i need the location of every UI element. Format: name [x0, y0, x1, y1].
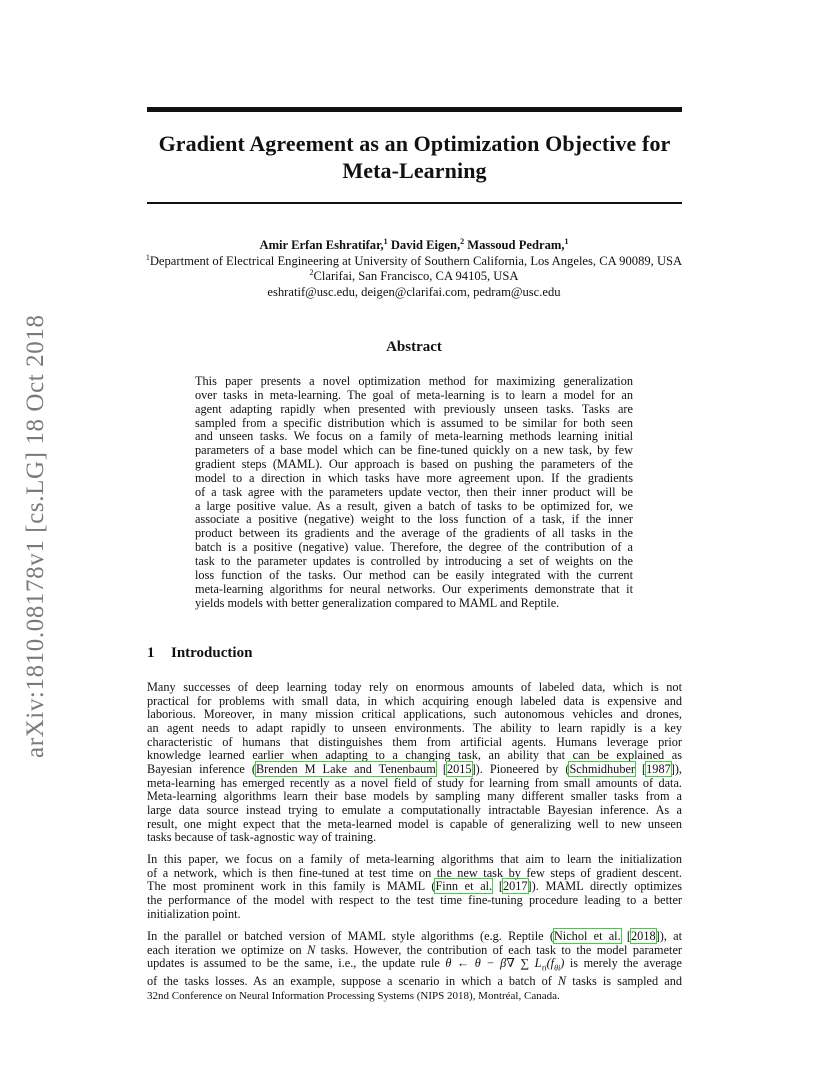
title-top-rule — [147, 107, 682, 112]
author-block — [120, 238, 708, 300]
paragraph-line: knowledge learned earlier when adapting to a changing task, an ability that can be explained as — [147, 748, 682, 763]
paragraph-line: initialization point. — [147, 906, 241, 921]
text-run: is merely the average — [564, 956, 683, 971]
text-run: ]), at — [655, 929, 682, 943]
text-run: The most prominent work in this family is MAML ( — [147, 879, 436, 894]
arxiv-identifier-stamp: arXiv:1810.08178v1 [cs.LG] 18 Oct 2018 — [22, 314, 49, 758]
paragraph-line: tasks because of task-agnostic way of training. — [147, 830, 377, 845]
section-title: Introduction — [171, 645, 253, 661]
paragraph-line: an agent needs to adapt rapidly to unseen environments. The ability to learn rapidly is a key — [147, 720, 682, 735]
paragraph-line — [147, 944, 682, 958]
section-heading — [147, 645, 252, 662]
text-run: [ — [635, 761, 647, 776]
paragraph-line: Many successes of deep learning today rely on enormous amounts of labeled data, which is not — [147, 680, 682, 694]
math-subscript: θi — [554, 963, 561, 973]
math-symbol: ) — [560, 956, 565, 971]
paragraph-line: large data source instead trying to emulate a computationally intractable Bayesian inference. As a — [147, 802, 682, 817]
abstract-line: associate a positive (negative) weight to the loss function of a task, if the inner — [195, 512, 633, 527]
paper-title — [140, 130, 689, 184]
affiliation-line — [120, 254, 708, 270]
title-bottom-rule — [147, 202, 682, 204]
section-number: 1 — [147, 645, 155, 661]
paragraph-line: laborious. Moreover, in many mission critical applications, such autonomous vehicles and drones, — [147, 707, 682, 722]
abstract-line: agent adapting rapidly when presented with previously unseen tasks. Tasks are — [195, 401, 633, 416]
paragraph-line — [147, 763, 682, 777]
citation-link-lake-year[interactable]: 2015 — [446, 761, 472, 776]
text-run: tasks. However, the contribution of each task to the model parameter — [315, 942, 682, 957]
citation-link-finn[interactable]: Finn et al. — [435, 879, 493, 894]
text-run: tasks is sampled and — [566, 974, 682, 989]
affiliation-text: Clarifai, San Francisco, CA 94105, USA — [313, 269, 519, 283]
text-run: ]). Pioneered by ( — [471, 761, 570, 776]
math-symbol: N — [557, 974, 567, 989]
paragraph-line — [147, 957, 682, 975]
abstract-line: meta-learning algorithms for neural networks. Our experiments demonstrate that it — [195, 581, 633, 596]
author-name: Amir Erfan Eshratifar, — [259, 238, 384, 252]
paragraph-line — [147, 975, 682, 989]
paragraph-line: result, one might expect that the meta-learned model is capable of generalizing well to new unseen — [147, 816, 682, 831]
abstract-line: model to a direction in which tasks have more agreement upon. If the gradients — [195, 470, 633, 485]
author-name: Massoud Pedram, — [467, 238, 565, 252]
conference-footnote: 32nd Conference on Neural Information Processing Systems (NIPS 2018), Montréal, Canada. — [147, 990, 560, 1002]
abstract-line: of a task agree with the parameters update vector, then their inner product will be — [195, 484, 633, 499]
text-run: [ — [620, 929, 632, 943]
text-run: of the tasks losses. As an example, suppose a scenario in which a batch of — [147, 974, 558, 989]
text-run: updates is assumed to be the same, i.e., the update rule — [147, 956, 446, 971]
citation-link-nichol-year[interactable]: 2018 — [631, 929, 656, 943]
paragraph-line: meta-learning has emerged recently as a novel field of study for learning from small amounts of data. — [147, 775, 682, 790]
affiliation-line — [120, 269, 708, 285]
affiliation-text: Department of Electrical Engineering at University of Southern California, Los Angeles, CA 90089, USA — [149, 253, 683, 268]
math-subscript: τi — [541, 963, 547, 973]
abstract-line: yields models with better generalization compared to MAML and Reptile. — [195, 595, 560, 610]
abstract-line: and unseen tasks. We focus on a family of meta-learning methods learning initial — [195, 429, 633, 444]
paragraph-line: In this paper, we focus on a family of meta-learning algorithms that aim to learn the initialization — [147, 852, 682, 866]
text-run: ]), — [670, 761, 682, 776]
author-names — [120, 238, 708, 254]
paragraph-line: of a network, which is then fine-tuned at test time on the new task by few steps of gradient descent. — [147, 865, 682, 880]
paragraph-line: Meta-learning algorithms learn their base models by sampling many different smaller tasks from a — [147, 789, 682, 804]
abstract-heading: Abstract — [386, 339, 442, 355]
intro-paragraph-3 — [147, 930, 682, 989]
text-run: each iteration we optimize on — [147, 942, 308, 957]
text-run: In the parallel or batched version of MAML style algorithms (e.g. Reptile ( — [147, 929, 554, 943]
title-line: Meta-Learning — [342, 158, 487, 183]
text-run: [ — [492, 879, 503, 894]
abstract-line: parameters of a base model which can be fine-tuned quickly on a new task, by few — [195, 443, 633, 458]
paragraph-line: characteristic of humans that distinguishes them from artificial agents. Humans leverage prior — [147, 734, 682, 749]
citation-link-nichol[interactable]: Nichol et al. — [553, 929, 621, 943]
author-emails: eshratif@usc.edu, deigen@clarifai.com, pedram@usc.edu — [267, 284, 561, 299]
abstract-line: This paper presents a novel optimization method for maximizing generalization — [195, 374, 633, 388]
citation-link-schmidhuber[interactable]: Schmidhuber — [569, 761, 636, 776]
text-run: Bayesian inference ( — [147, 761, 256, 776]
abstract-body — [195, 375, 633, 610]
text-run: ]). MAML directly optimizes — [527, 879, 683, 894]
paragraph-line: the performance of the model with respect to the test time fine-tuning procedure leading to a better — [147, 892, 682, 907]
affiliation-mark: 1 — [564, 237, 569, 246]
abstract-line: sampled from a specific distribution which is assumed to be similar for both seen — [195, 415, 633, 430]
affiliation-mark: 1 — [383, 237, 388, 246]
intro-paragraph-2 — [147, 853, 682, 921]
affiliation-mark: 2 — [309, 268, 314, 277]
abstract-line: batch is a positive (negative) value. Therefore, the degree of the contribution of a — [195, 540, 633, 555]
abstract-line: gradient steps (MAML). Our approach is based on pushing the parameters of the — [195, 457, 633, 472]
citation-link-finn-year[interactable]: 2017 — [502, 879, 528, 894]
math-symbol: (f — [546, 956, 555, 971]
citation-link-schmidhuber-year[interactable]: 1987 — [646, 761, 671, 776]
math-symbol: N — [307, 942, 316, 957]
math-symbol: θ ← θ − β∇ ∑ L — [445, 956, 542, 971]
affiliation-mark: 1 — [145, 252, 150, 262]
citation-link-lake[interactable]: Brenden M Lake and Tenenbaum — [255, 761, 436, 776]
abstract-line: a large positive value. As a result, given a batch of tasks to be optimized for, we — [195, 498, 633, 513]
abstract-line: loss function of the tasks. Our method can be easily integrated with the current — [195, 567, 633, 582]
intro-paragraph-1 — [147, 681, 682, 845]
author-name: David Eigen, — [390, 238, 461, 252]
abstract-line: over tasks in meta-learning. The goal of meta-learning is to learn a model for an — [195, 387, 633, 402]
text-run: [ — [435, 761, 447, 776]
affiliation-mark: 2 — [460, 237, 465, 246]
abstract-line: product between its gradients and the average of the gradients of all tasks in the — [195, 526, 633, 541]
title-line: Gradient Agreement as an Optimization Objective for — [158, 131, 671, 156]
paragraph-line — [147, 930, 682, 944]
paragraph-line: practical for problems with small data, in which acquiring enough labeled data is expensive and — [147, 693, 682, 708]
update-rule-formula — [445, 956, 565, 973]
paragraph-line — [147, 880, 682, 894]
abstract-line: task to the parameter updates is controlled by introducing a set of weights on the — [195, 553, 633, 568]
